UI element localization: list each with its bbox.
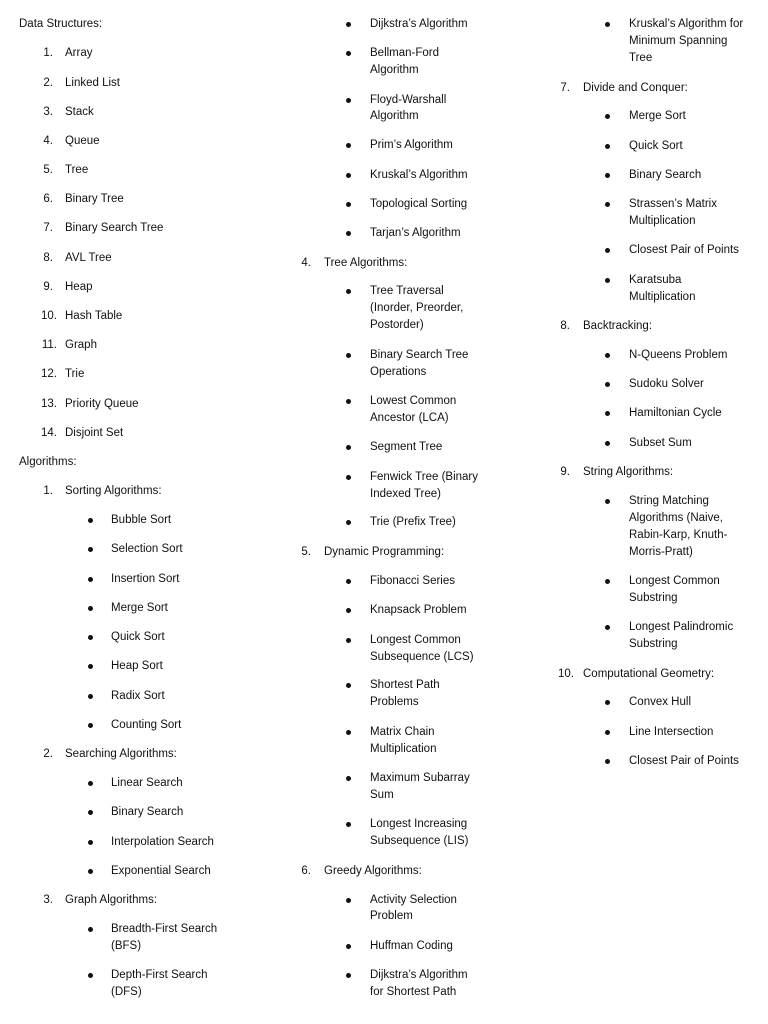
item-text: Strassen’s Matrix — [629, 198, 717, 210]
item-text: Tree Traversal — [370, 285, 444, 297]
section-number: 7. — [560, 82, 570, 94]
item-text: Bellman-Ford — [370, 47, 440, 59]
bullet — [605, 22, 610, 27]
item-text: Closest Pair of Points — [629, 244, 739, 256]
item-text: Priority Queue — [65, 398, 139, 410]
item-text: Operations — [370, 366, 427, 378]
bullet — [346, 608, 351, 613]
bullet — [346, 445, 351, 450]
bullet — [88, 927, 93, 932]
bullet — [346, 353, 351, 358]
section-title: Computational Geometry: — [583, 668, 715, 680]
item-text: Disjoint Set — [65, 427, 124, 439]
item-text: Subsequence (LCS) — [370, 651, 474, 663]
bullet — [346, 730, 351, 735]
item-text: Knapsack Problem — [370, 604, 467, 616]
item-text: Depth-First Search — [111, 969, 208, 981]
bullet — [605, 625, 610, 630]
item-text: Tarjan’s Algorithm — [370, 227, 461, 239]
bullet — [605, 173, 610, 178]
item-text: Merge Sort — [629, 110, 686, 122]
section-title: Greedy Algorithms: — [324, 865, 422, 877]
item-text: Longest Palindromic — [629, 621, 734, 633]
item-text: Trie — [65, 368, 85, 380]
bullet — [346, 399, 351, 404]
section-number: 6. — [301, 865, 311, 877]
item-text: Fibonacci Series — [370, 575, 456, 587]
item-text: Heap Sort — [111, 660, 163, 672]
section-number: 8. — [560, 320, 570, 332]
item-number: 14. — [41, 427, 57, 439]
bullet — [88, 577, 93, 582]
item-text: Longest Increasing — [370, 818, 468, 830]
bullet — [605, 144, 610, 149]
bullet — [346, 683, 351, 688]
bullet — [346, 143, 351, 148]
item-text: Stack — [65, 106, 94, 118]
item-text: Binary Search — [629, 169, 702, 181]
item-text: (DFS) — [111, 986, 142, 998]
bullet — [346, 520, 351, 525]
item-text: Shortest Path — [370, 679, 440, 691]
section-title: Tree Algorithms: — [324, 257, 408, 269]
item-number: 4. — [43, 135, 53, 147]
item-text: Binary Tree — [65, 193, 124, 205]
section-title: Divide and Conquer: — [583, 82, 688, 94]
item-text: Substring — [629, 638, 678, 650]
section-title: Dynamic Programming: — [324, 546, 445, 558]
item-text: Merge Sort — [111, 602, 168, 614]
bullet — [346, 822, 351, 827]
item-text: Floyd-Warshall — [370, 94, 447, 106]
section-title: Sorting Algorithms: — [65, 485, 162, 497]
section-number: 3. — [43, 894, 53, 906]
item-text: (Inorder, Preorder, — [370, 302, 464, 314]
item-number: 8. — [43, 252, 53, 264]
section-title: Graph Algorithms: — [65, 894, 158, 906]
section-number: 1. — [43, 485, 53, 497]
item-number: 13. — [41, 398, 57, 410]
item-text: Ancestor (LCA) — [370, 412, 449, 424]
item-number: 1. — [43, 47, 53, 59]
item-text: Breadth-First Search — [111, 923, 218, 935]
bullet — [346, 98, 351, 103]
item-text: Problems — [370, 696, 419, 708]
item-text: Tree — [65, 164, 89, 176]
bullet — [88, 606, 93, 611]
item-text: Insertion Sort — [111, 573, 180, 585]
item-text: Tree — [629, 52, 653, 64]
item-number: 7. — [43, 222, 53, 234]
item-text: Indexed Tree) — [370, 488, 441, 500]
item-text: Algorithm — [370, 110, 419, 122]
bullet — [605, 759, 610, 764]
item-number: 3. — [43, 106, 53, 118]
item-number: 11. — [41, 339, 57, 351]
item-number: 10. — [41, 310, 57, 322]
bullet — [346, 22, 351, 27]
item-text: Binary Search Tree — [65, 222, 164, 234]
bullet — [88, 840, 93, 845]
item-text: Graph — [65, 339, 97, 351]
item-text: AVL Tree — [65, 252, 112, 264]
item-text: Heap — [65, 281, 93, 293]
bullet — [346, 638, 351, 643]
item-text: Convex Hull — [629, 696, 691, 708]
item-text: Multiplication — [370, 743, 437, 755]
item-text: String Matching — [629, 495, 709, 507]
bullet — [605, 278, 610, 283]
item-text: Matrix Chain — [370, 726, 435, 738]
item-text: Prim’s Algorithm — [370, 139, 453, 151]
item-text: Closest Pair of Points — [629, 755, 739, 767]
item-text: Multiplication — [629, 291, 696, 303]
item-text: Quick Sort — [629, 140, 683, 152]
bullet — [605, 411, 610, 416]
item-text: Multiplication — [629, 215, 696, 227]
bullet — [605, 202, 610, 207]
item-text: Exponential Search — [111, 865, 211, 877]
bullet — [605, 700, 610, 705]
bullet — [346, 776, 351, 781]
bullet — [605, 730, 610, 735]
algorithms-heading: Algorithms: — [19, 456, 77, 468]
item-text: Algorithm — [370, 64, 419, 76]
item-text: Hamiltonian Cycle — [629, 407, 722, 419]
item-text: Sum — [370, 789, 394, 801]
item-text: Longest Common — [370, 634, 461, 646]
item-text: Hash Table — [65, 310, 123, 322]
bullet — [346, 289, 351, 294]
section-title: String Algorithms: — [583, 466, 674, 478]
item-text: Rabin-Karp, Knuth- — [629, 529, 728, 541]
bullet — [88, 781, 93, 786]
section-title: Backtracking: — [583, 320, 653, 332]
item-text: Subsequence (LIS) — [370, 835, 469, 847]
item-text: Interpolation Search — [111, 836, 214, 848]
item-text: Selection Sort — [111, 543, 183, 555]
item-text: Lowest Common — [370, 395, 457, 407]
item-text: (BFS) — [111, 940, 142, 952]
bullet — [346, 51, 351, 56]
section-number: 10. — [558, 668, 574, 680]
item-text: Kruskal’s Algorithm for — [629, 18, 744, 30]
item-text: Maximum Subarray — [370, 772, 470, 784]
item-text: Trie (Prefix Tree) — [370, 516, 456, 528]
bullet — [88, 635, 93, 640]
bullet — [346, 973, 351, 978]
item-text: Counting Sort — [111, 719, 182, 731]
bullet — [346, 475, 351, 480]
item-text: Minimum Spanning — [629, 35, 728, 47]
section-number: 4. — [301, 257, 311, 269]
section-number: 2. — [43, 748, 53, 760]
section-title: Searching Algorithms: — [65, 748, 177, 760]
item-text: Activity Selection — [370, 894, 457, 906]
item-text: for Shortest Path — [370, 986, 457, 998]
item-text: Morris-Pratt) — [629, 546, 693, 558]
section-number: 5. — [301, 546, 311, 558]
item-text: Dijkstra’s Algorithm — [370, 18, 468, 30]
bullet — [346, 579, 351, 584]
item-text: Binary Search Tree — [370, 349, 469, 361]
bullet — [346, 202, 351, 207]
item-text: Bubble Sort — [111, 514, 172, 526]
item-number: 2. — [43, 77, 53, 89]
bullet — [88, 723, 93, 728]
bullet — [605, 441, 610, 446]
item-number: 12. — [41, 368, 57, 380]
bullet — [605, 248, 610, 253]
item-text: Queue — [65, 135, 100, 147]
item-text: Sudoku Solver — [629, 378, 704, 390]
item-text: Huffman Coding — [370, 940, 453, 952]
item-text: Segment Tree — [370, 441, 443, 453]
item-number: 5. — [43, 164, 53, 176]
bullet — [605, 353, 610, 358]
item-text: Radix Sort — [111, 690, 165, 702]
item-text: Quick Sort — [111, 631, 165, 643]
bullet — [88, 518, 93, 523]
bullet — [88, 547, 93, 552]
item-text: Linear Search — [111, 777, 183, 789]
data-structures-heading: Data Structures: — [19, 18, 103, 30]
bullet — [605, 382, 610, 387]
item-text: Kruskal’s Algorithm — [370, 169, 468, 181]
item-text: Postorder) — [370, 319, 424, 331]
bullet — [605, 499, 610, 504]
bullet — [346, 231, 351, 236]
section-number: 9. — [560, 466, 570, 478]
bullet — [346, 944, 351, 949]
item-text: Linked List — [65, 77, 120, 89]
item-text: Karatsuba — [629, 274, 682, 286]
item-text: Substring — [629, 592, 678, 604]
bullet — [88, 973, 93, 978]
item-text: Problem — [370, 910, 413, 922]
item-text: N-Queens Problem — [629, 349, 728, 361]
bullet — [88, 869, 93, 874]
bullet — [605, 114, 610, 119]
item-text: Fenwick Tree (Binary — [370, 471, 479, 483]
bullet — [605, 579, 610, 584]
item-text: Binary Search — [111, 806, 184, 818]
bullet — [88, 694, 93, 699]
bullet — [88, 664, 93, 669]
item-text: Line Intersection — [629, 726, 714, 738]
bullet — [346, 898, 351, 903]
bullet — [88, 810, 93, 815]
item-number: 6. — [43, 193, 53, 205]
item-text: Dijkstra’s Algorithm — [370, 969, 468, 981]
bullet — [346, 173, 351, 178]
item-text: Topological Sorting — [370, 198, 468, 210]
item-text: Subset Sum — [629, 437, 692, 449]
item-text: Array — [65, 47, 93, 59]
item-number: 9. — [43, 281, 53, 293]
item-text: Algorithms (Naive, — [629, 512, 723, 524]
item-text: Longest Common — [629, 575, 720, 587]
